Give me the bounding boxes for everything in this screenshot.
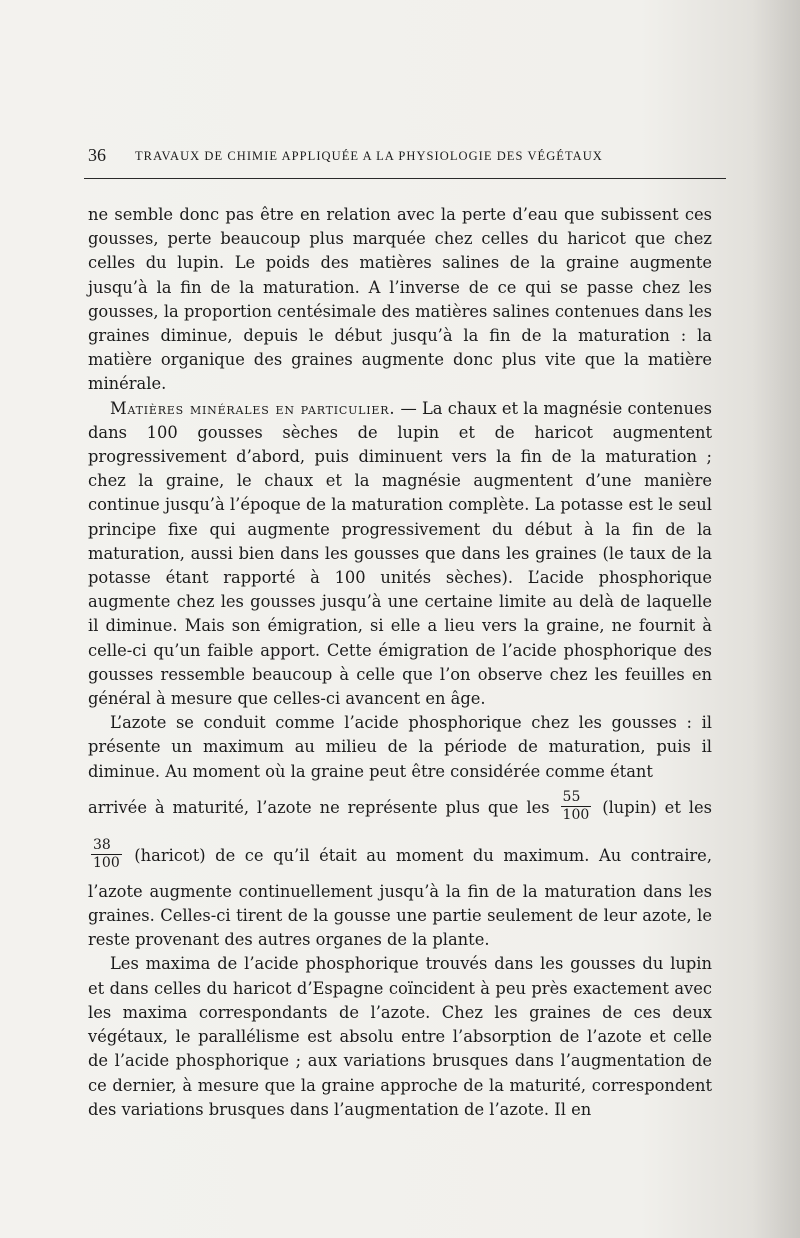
paragraph-3-end: l’azote augmente continuellement jusqu’à la fin de la maturation dans les graines. Celles-ci tirent de la gousse une partie seulement de leur azote, le reste provenant des autres organes de la plante. bbox=[88, 881, 712, 950]
fraction-line-2-text-after: (haricot) de ce qu’il était au moment du maximum. Au contraire, bbox=[134, 845, 712, 865]
running-title: TRAVAUX DE CHIMIE APPLIQUÉE A LA PHYSIOLOGIE DES VÉGÉTAUX bbox=[135, 149, 603, 163]
paragraph-2-text: La chaux et la magnésie contenues dans 100 gousses sèches de lupin et de haricot augmentent progressivement d’abord, puis diminuent vers la fin de la maturation ; chez la graine, le chaux et la magnésie augmentent d’une manière continue jusqu’à l’époque de la maturation complète. La potasse est le seul principe fixe qui augmente progressivement du début à la fin de la maturation, aussi bien dans les gousses que dans les graines (le taux de la potasse étant rapporté à 100 unités sèches). L’acide phosphorique augmente chez les gousses jusqu’à une certaine limite au delà de laquelle il diminue. Mais son émigration, si elle a lieu vers la graine, ne fournit à celle-ci qu’un faible apport. Cette émigration de l’acide phosphorique des gousses ressemble beaucoup à celle que l’on observe chez les feuilles en général à mesure que celles-ci avancent en âge. bbox=[88, 398, 713, 709]
fraction-line-1-text-before: arrivée à maturité, l’azote ne représente plus que les bbox=[88, 797, 550, 817]
fraction-line-2 bbox=[88, 832, 712, 880]
fraction-38-100 bbox=[91, 837, 122, 872]
paragraph-4: Les maxima de l’acide phosphorique trouvés dans les gousses du lupin et dans celles du haricot d’Espagne coïncident à peu près exactement avec les maxima correspondants de l’azote. Chez les graines de ces deux végétaux, le parallélisme est absolu entre l’absorption de l’azote et celle de l’acide phosphorique ; aux variations brusques dans l’augmentation de ce dernier, à mesure que la graine approche de la maturité, correspondent des variations brusques dans l’augmentation de l’azote. Il en bbox=[88, 954, 712, 1119]
fraction-55-100-numerator: 55 bbox=[561, 789, 592, 807]
section-heading: Matières minérales en particulier. bbox=[110, 398, 396, 418]
fraction-line-1-text-after: (lupin) et les bbox=[602, 797, 713, 817]
page-number: 36 bbox=[88, 145, 106, 165]
page-header bbox=[88, 141, 708, 167]
header-rule bbox=[84, 178, 726, 179]
paragraph-2 bbox=[88, 397, 712, 712]
body-text bbox=[88, 203, 712, 1122]
paragraph-3-start: L’azote se conduit comme l’acide phosphorique chez les gousses : il présente un maximum au milieu de la période de maturation, puis il diminue. Au moment où la graine peut être considérée comme étant bbox=[88, 713, 712, 781]
fraction-38-100-denominator: 100 bbox=[93, 854, 120, 871]
fraction-55-100 bbox=[561, 789, 592, 824]
heading-dash: — bbox=[395, 398, 422, 418]
fraction-line-1 bbox=[88, 784, 712, 832]
paragraph-1: ne semble donc pas être en relation avec la perte d’eau que subissent ces gousses, perte beaucoup plus marquée chez celles du haricot que chez celles du lupin. Le poids des matières salines de la graine augmente jusqu’à la fin de la maturation. A l’inverse de ce qui se passe chez les gousses, la proportion centésimale des matières salines contenues dans les graines diminue, depuis le début jusqu’à la fin de la maturation : la matière organique des graines augmente donc plus vite que la matière minérale. bbox=[88, 205, 712, 394]
fraction-38-100-numerator: 38 bbox=[91, 837, 122, 855]
fraction-55-100-denominator: 100 bbox=[562, 806, 590, 823]
